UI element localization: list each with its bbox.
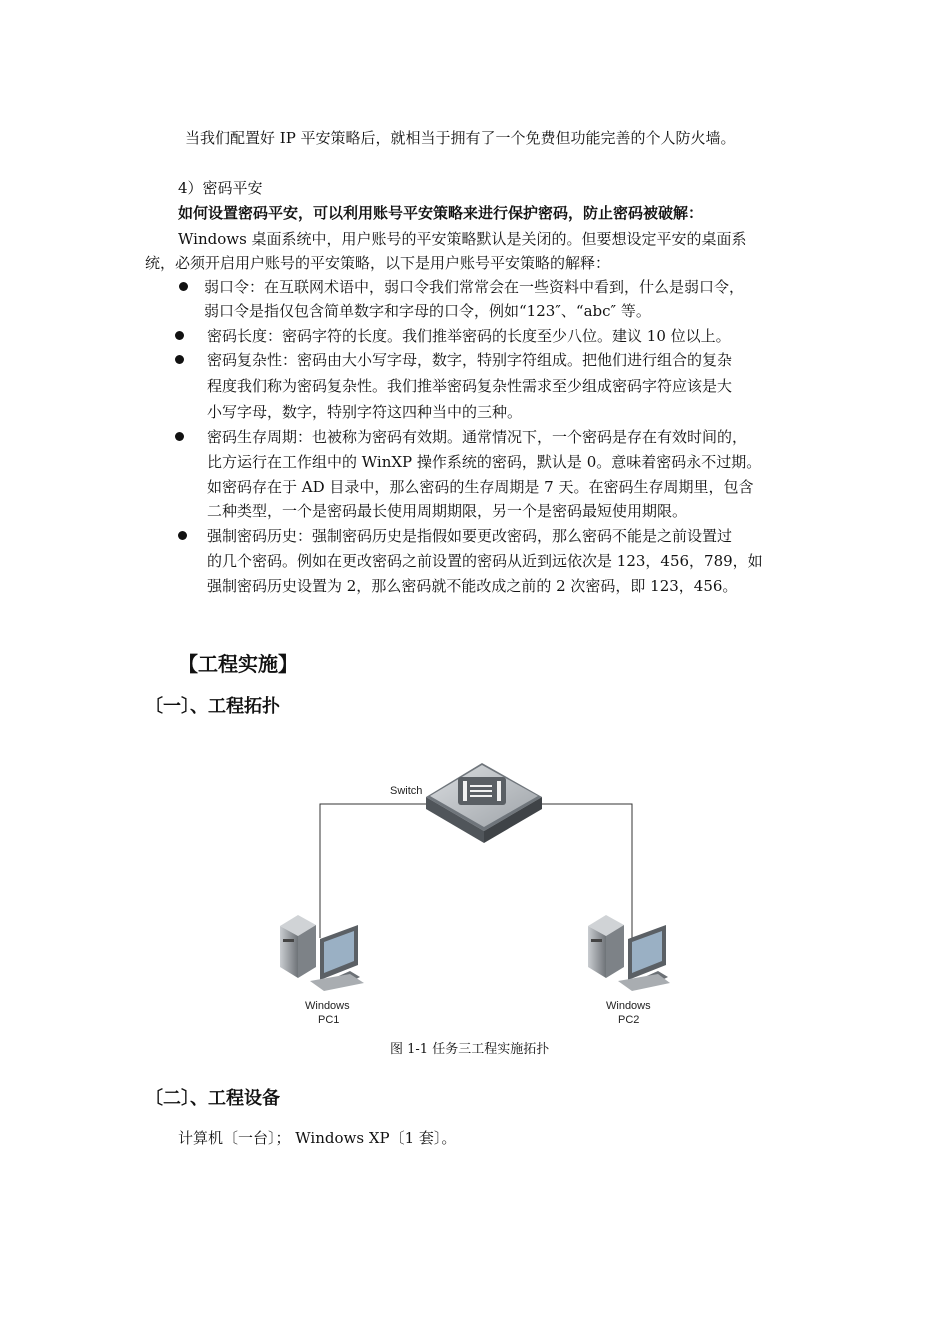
bullet-dot <box>179 282 188 291</box>
paragraph-line-2: 统，必须开启用户账号的平安策略，以下是用户账号平安策略的解释： <box>145 254 611 272</box>
pc2-label-line1: Windows <box>606 1000 651 1012</box>
pc1-label-line2: PC1 <box>318 1014 340 1026</box>
bullet-line: 弱口令：在互联网术语中，弱口令我们常常会在一些资料中看到，什么是弱口令， <box>204 278 745 296</box>
intro-line: 当我们配置好 IP 平安策略后，就相当于拥有了一个免费但功能完善的个人防火墙。 <box>185 129 736 147</box>
paragraph-line-1: Windows 桌面系统中，用户账号的平安策略默认是关闭的。但要想设定平安的桌面系 <box>178 230 747 248</box>
bullet-dot <box>178 531 187 540</box>
bullet-dot <box>175 355 184 364</box>
bullet-dot <box>175 331 184 340</box>
link-pc2-switch <box>538 804 632 938</box>
switch-label: Switch <box>390 785 423 797</box>
equipment-line: 计算机〔一台〕； Windows XP〔1 套〕。 <box>178 1129 457 1147</box>
project-heading: 【工程实施】 <box>178 652 298 676</box>
switch-icon <box>426 763 542 843</box>
section-heading: 4）密码平安 <box>178 179 263 197</box>
bullet-line: 强制密码历史：强制密码历史是指假如要更改密码，那么密码不能是之前设置过 <box>207 527 733 545</box>
section-bold-line: 如何设置密码平安，可以利用账号平安策略来进行保护密码，防止密码被破解： <box>178 204 704 222</box>
bullet-line: 密码长度：密码字符的长度。我们推举密码的长度至少八位。建议 10 位以上。 <box>207 327 731 345</box>
link-pc1-switch <box>320 804 428 938</box>
equipment-heading: 〔二〕、工程设备 <box>145 1088 280 1109</box>
bullet-line: 小写字母，数字，特别字符这四种当中的三种。 <box>207 403 523 421</box>
topology-diagram <box>270 745 670 1035</box>
pc2-label-line2: PC2 <box>618 1014 640 1026</box>
bullet-line: 程度我们称为密码复杂性。我们推举密码复杂性需求至少组成密码字符应该是大 <box>207 377 733 395</box>
topology-heading: 〔一〕、工程拓扑 <box>145 696 280 717</box>
bullet-line: 强制密码历史设置为 2，那么密码就不能改成之前的 2 次密码，即 123，456。 <box>207 577 738 595</box>
bullet-line: 比方运行在工作组中的 WinXP 操作系统的密码，默认是 0。意味着密码永不过期。 <box>207 453 762 471</box>
bullet-line: 密码生存周期：也被称为密码有效期。通常情况下，一个密码是存在有效时间的， <box>207 428 748 446</box>
bullet-line: 的几个密码。例如在更改密码之前设置的密码从近到远依次是 123，456，789，如 <box>207 552 763 570</box>
figure-caption: 图 1-1 任务三工程实施拓扑 <box>390 1042 550 1057</box>
bullet-dot <box>175 432 184 441</box>
bullet-line: 弱口令是指仅包含简单数字和字母的口令，例如“123″、“abc″ 等。 <box>204 302 651 320</box>
pc2-icon <box>588 915 670 991</box>
bullet-line: 密码复杂性：密码由大小写字母，数字，特别字符组成。把他们进行组合的复杂 <box>207 351 733 369</box>
bullet-line: 二种类型，一个是密码最长使用周期期限，另一个是密码最短使用期限。 <box>207 502 688 520</box>
pc1-icon <box>280 915 364 991</box>
pc1-label-line1: Windows <box>305 1000 350 1012</box>
bullet-line: 如密码存在于 AD 目录中，那么密码的生存周期是 7 天。在密码生存周期里，包含 <box>207 478 754 496</box>
